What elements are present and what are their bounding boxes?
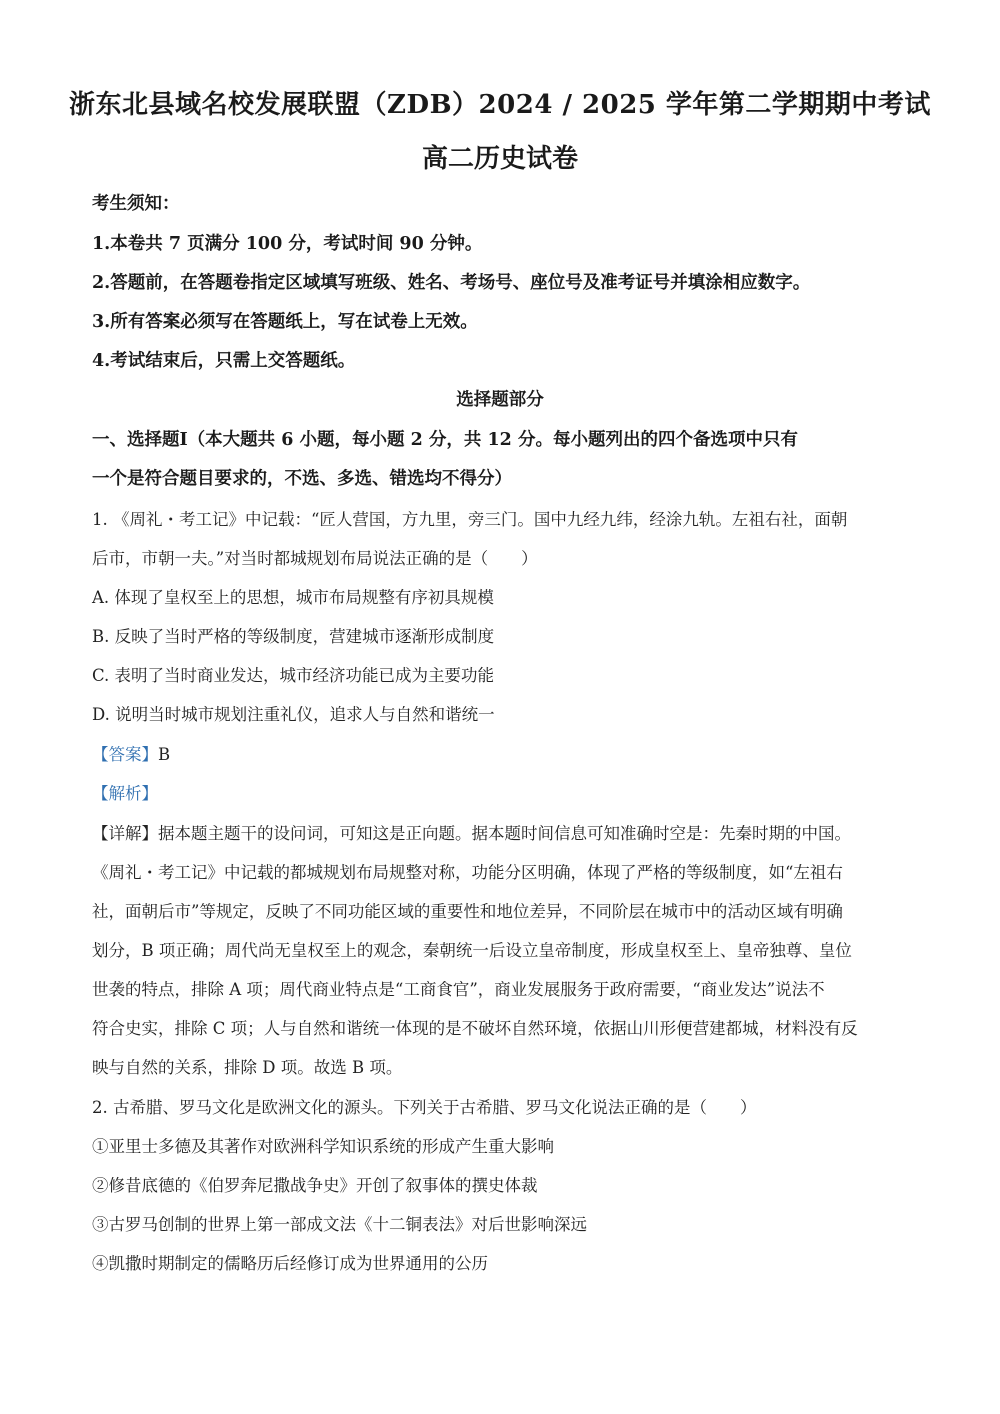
part-instruction-line-2: 一个是符合题目要求的，不选、多选、错选均不得分） [92,469,512,489]
q1-option-b: B. 反映了当时严格的等级制度，营建城市逐渐形成制度 [92,627,495,646]
answer-tag: 【答案】 [92,745,158,764]
part-instruction-line-1: 一、选择题Ⅰ（本大题共 6 小题，每小题 2 分，共 12 分。每小题列出的四个备选项中只有 [92,430,798,450]
q1-detail-line-5: 世袭的特点，排除 A 项；周代商业特点是“工商食官”，商业发展服务于政府需要，“商业发达”说法不 [92,980,825,999]
notice-heading: 考生须知： [92,194,180,214]
q1-detail-line-1 [92,820,922,844]
q1-option-c: C. 表明了当时商业发达，城市经济功能已成为主要功能 [92,666,495,685]
detail-text: 据本题主题干的设问词，可知这是正向题。据本题时间信息可知准确时空是：先秦时期的中国。 [158,824,851,843]
analysis-tag: 【解析】 [92,784,158,803]
q1-detail-line-6: 符合史实，排除 C 项；人与自然和谐统一体现的是不破坏自然环境，依据山川形便营建都城，材料没有反 [92,1019,858,1038]
q2-item-2: ②修昔底德的《伯罗奔尼撒战争史》开创了叙事体的撰史体裁 [92,1176,538,1195]
notice-item-4: 4.考试结束后，只需上交答题纸。 [92,351,356,371]
q2-item-3: ③古罗马创制的世界上第一部成文法《十二铜表法》对后世影响深远 [92,1215,587,1234]
q2-item-4: ④凯撒时期制定的儒略历后经修订成为世界通用的公历 [92,1254,488,1273]
answer-value: B [158,745,171,764]
q1-stem-line-2: 后市，市朝一夫。”对当时都城规划布局说法正确的是（ ） [92,549,538,568]
detail-tag: 【详解】 [92,824,158,843]
q1-stem-line-1: 1. 《周礼・考工记》中记载：“匠人营国，方九里，旁三门。国中九经九纬，经涂九轨。左祖右社，面朝 [92,510,848,529]
q1-option-a: A. 体现了皇权至上的思想，城市布局规整有序初具规模 [92,588,494,607]
q1-analysis [92,780,922,804]
q2-stem: 2. 古希腊、罗马文化是欧洲文化的源头。下列关于古希腊、罗马文化说法正确的是（ ） [92,1098,757,1117]
q1-detail-line-7: 映与自然的关系，排除 D 项。故选 B 项。 [92,1058,403,1077]
q2-item-1: ①亚里士多德及其著作对欧洲科学知识系统的形成产生重大影响 [92,1137,554,1156]
notice-item-3: 3.所有答案必须写在答题纸上，写在试卷上无效。 [92,312,478,332]
section-title: 选择题部分 [456,390,544,410]
notice-item-2: 2.答题前，在答题卷指定区域填写班级、姓名、考场号、座位号及准考证号并填涂相应数字。 [92,273,811,293]
q1-detail-line-2: 《周礼・考工记》中记载的都城规划布局规整对称，功能分区明确，体现了严格的等级制度，如“左祖右 [92,863,843,882]
exam-subtitle: 高二历史试卷 [421,144,578,174]
notice-item-1: 1.本卷共 7 页满分 100 分，考试时间 90 分钟。 [92,234,483,254]
q1-detail-line-3: 社，面朝后市”等规定，反映了不同功能区域的重要性和地位差异，不同阶层在城市中的活动区域有明确 [92,902,843,921]
q1-answer [92,741,922,765]
q1-option-d: D. 说明当时城市规划注重礼仪，追求人与自然和谐统一 [92,705,495,724]
exam-title: 浙东北县域名校发展联盟（ZDB）2024 / 2025 学年第二学期期中考试 [69,90,931,120]
q1-detail-line-4: 划分，B 项正确；周代尚无皇权至上的观念，秦朝统一后设立皇帝制度，形成皇权至上、皇帝独尊、皇位 [92,941,852,960]
